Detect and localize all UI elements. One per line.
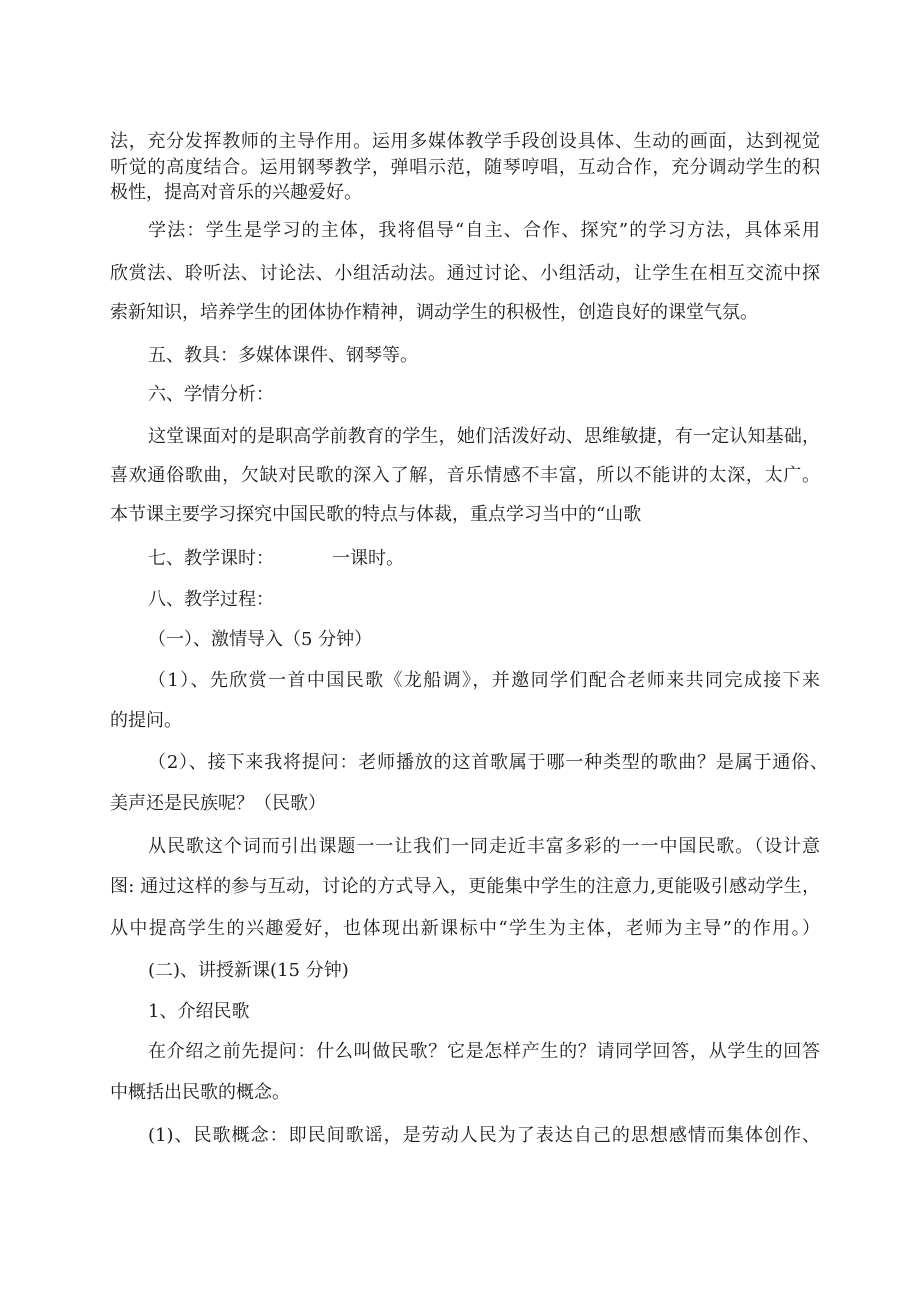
text-line: （1）、先欣赏一首中国民歌《龙船调》，并邀同学们配合老师来共同完成接下来 bbox=[148, 670, 820, 691]
subsection-heading: （一）、激情导入（5 分钟） bbox=[148, 629, 373, 650]
section-heading: 七、教学课时： bbox=[148, 548, 274, 569]
section-heading: 五、教具：多媒体课件、钢琴等。 bbox=[148, 345, 418, 366]
text-line: 极性，提高对音乐的兴趣爱好。 bbox=[110, 182, 362, 203]
text-line: 从民歌这个词而引出课题一一让我们一同走近丰富多彩的一一中国民歌。（设计意 bbox=[148, 836, 820, 857]
text-line: 学法：学生是学习的主体，我将倡导“自主、合作、探究”的学习方法，具体采用 bbox=[148, 220, 820, 241]
text-line: 在介绍之前先提问：什么叫做民歌？它是怎样产生的？请同学回答，从学生的回答 bbox=[148, 1041, 820, 1062]
text-line: 图: 通过这样的参与互动，讨论的方式导入，更能集中学生的注意力,更能吸引感动学生， bbox=[110, 876, 820, 897]
section-heading: 八、教学过程： bbox=[148, 589, 274, 610]
text-line: 中概括出民歌的概念。 bbox=[110, 1082, 290, 1103]
text-line: 本节课主要学习探究中国民歌的特点与体裁，重点学习当中的“山歌 bbox=[110, 504, 642, 525]
text-line: 美声还是民族呢？（民歌） bbox=[110, 793, 326, 814]
text-line: (1)、民歌概念：即民间歌谣，是劳动人民为了表达自己的思想感情而集体创作、 bbox=[148, 1125, 820, 1146]
text-line: 的提问。 bbox=[110, 710, 182, 731]
text-line: 索新知识，培养学生的团体协作精神，调动学生的积极性，创造良好的课堂气氛。 bbox=[110, 302, 758, 323]
text-line: 欣赏法、聆听法、讨论法、小组活动法。通过讨论、小组活动，让学生在相互交流中探 bbox=[110, 263, 820, 284]
text-line: 喜欢通俗歌曲，欠缺对民歌的深入了解，音乐情感不丰富，所以不能讲的太深，太广。 bbox=[110, 465, 820, 486]
text-line: 一课时。 bbox=[332, 548, 404, 569]
section-heading: 六、学情分析： bbox=[148, 384, 274, 405]
subsection-heading: 1、介绍民歌 bbox=[148, 1001, 250, 1022]
text-line: 从中提高学生的兴趣爱好，也体现出新课标中“学生为主体，老师为主导”的作用。） bbox=[110, 918, 820, 939]
text-line: 法，充分发挥教师的主导作用。运用多媒体教学手段创设具体、生动的画面，达到视觉 bbox=[110, 131, 820, 152]
subsection-heading: (二)、讲授新课(15 分钟) bbox=[148, 960, 349, 981]
text-line: 这堂课面对的是职高学前教育的学生，她们活泼好动、思维敏捷，有一定认知基础， bbox=[148, 426, 820, 447]
text-line: （2）、接下来我将提问：老师播放的这首歌属于哪一种类型的歌曲？是属于通俗、 bbox=[148, 752, 828, 773]
text-line: 听觉的高度结合。运用钢琴教学，弹唱示范，随琴哼唱，互动合作，充分调动学生的积 bbox=[110, 157, 820, 178]
